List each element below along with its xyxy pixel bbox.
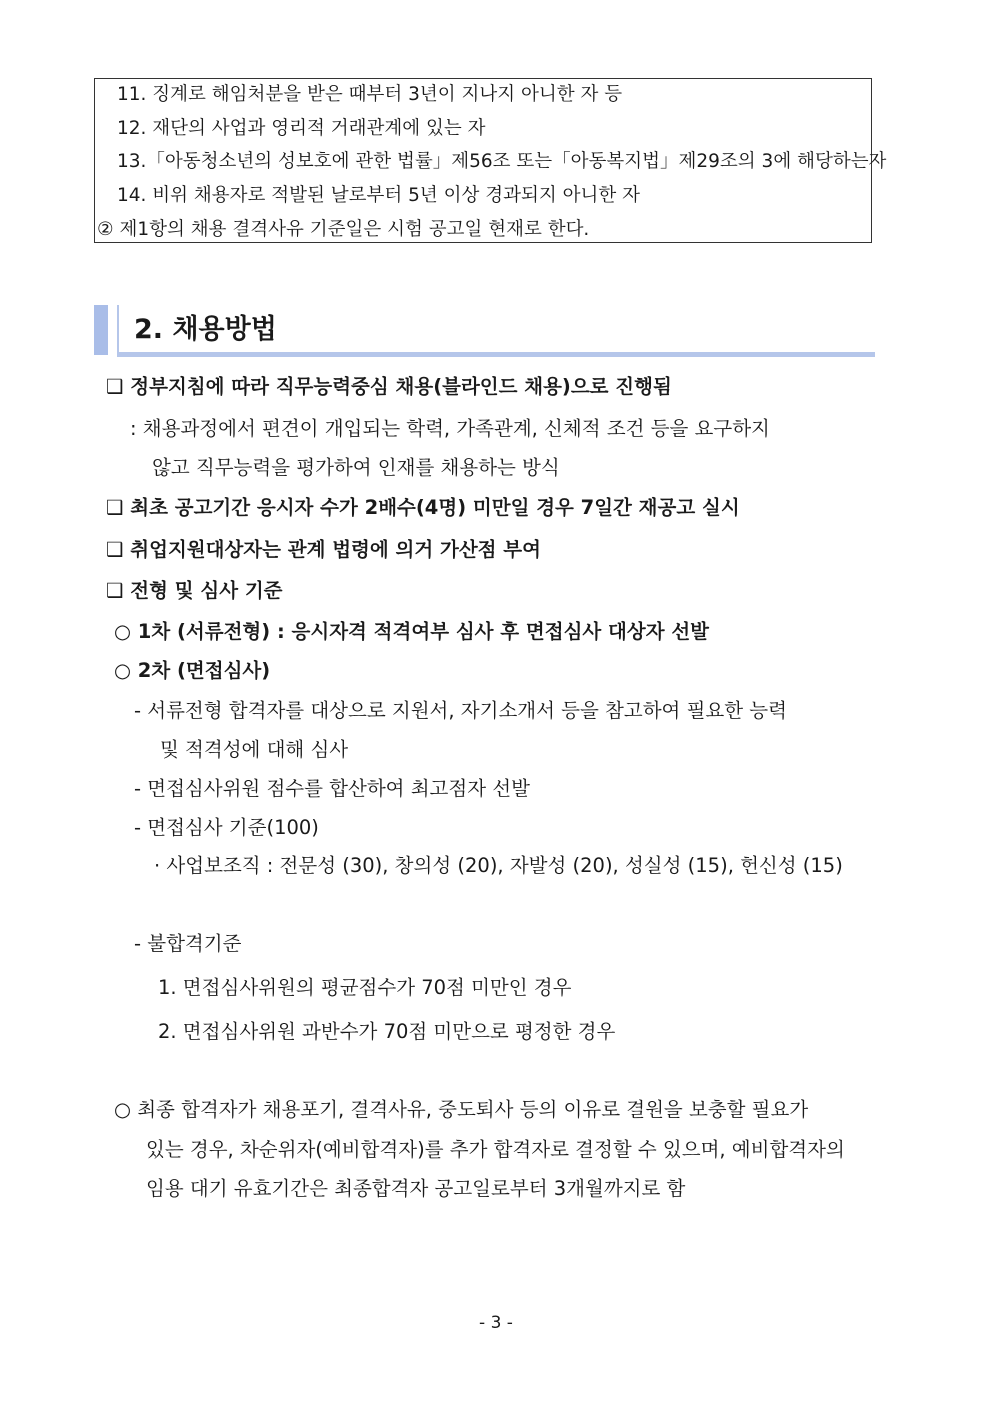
criteria-detail: · 사업보조직 : 전문성 (30), 창의성 (20), 자발성 (20), 성실성 (15), 헌신성 (15) [154, 854, 843, 877]
final-paragraph-line: 임용 대기 유효기간은 최종합격자 공고일로부터 3개월까지로 함 [146, 1177, 686, 1200]
stage-item: ○ 1차 (서류전형) : 응시자격 적격여부 심사 후 면접심사 대상자 선발 [114, 620, 710, 643]
heading-underline [117, 352, 875, 357]
list-item: 14. 비위 채용자로 적발된 날로부터 5년 이상 경과되지 아니한 자 [117, 185, 641, 206]
bullet-detail: 않고 직무능력을 평가하여 인재를 채용하는 방식 [152, 456, 560, 479]
fail-criteria-item: 1. 면접심사위원의 평균점수가 70점 미만인 경우 [158, 976, 572, 999]
final-paragraph-line: 있는 경우, 차순위자(예비합격자)를 추가 합격자로 결정할 수 있으며, 예비합격자의 [146, 1138, 845, 1161]
bullet-detail: : 채용과정에서 편견이 개입되는 학력, 가족관계, 신체적 조건 등을 요구하지 [130, 417, 770, 440]
final-paragraph-line: ○ 최종 합격자가 채용포기, 결격사유, 중도퇴사 등의 이유로 결원을 보충할 필요가 [114, 1098, 809, 1121]
stage-detail: - 면접심사 기준(100) [134, 816, 319, 839]
stage-detail: - 서류전형 합격자를 대상으로 지원서, 자기소개서 등을 참고하여 필요한 능력 [134, 699, 787, 722]
list-item: 12. 재단의 사업과 영리적 거래관계에 있는 자 [117, 118, 486, 139]
list-item: 11. 징계로 해임처분을 받은 때부터 3년이 지나지 아니한 자 등 [117, 84, 623, 105]
stage-detail: - 면접심사위원 점수를 합산하여 최고점자 선발 [134, 777, 530, 800]
fail-criteria-item: 2. 면접심사위원 과반수가 70점 미만으로 평정한 경우 [158, 1020, 616, 1043]
bullet-item: ❑ 전형 및 심사 기준 [106, 579, 283, 602]
bullet-item: ❑ 최초 공고기간 응시자 수가 2배수(4명) 미만일 경우 7일간 재공고 실시 [106, 496, 740, 519]
heading-divider [117, 305, 119, 357]
bullet-item: ❑ 정부지침에 따라 직무능력중심 채용(블라인드 채용)으로 진행됨 [106, 375, 672, 398]
bullet-item: ❑ 취업지원대상자는 관계 법령에 의거 가산점 부여 [106, 538, 541, 561]
heading-accent-bar [94, 305, 108, 355]
list-item: 13.「아동청소년의 성보호에 관한 법률」제56조 또는「아동복지법」제29조의 3에 해당하는자 [117, 151, 887, 172]
fail-criteria-title: - 불합격기준 [134, 932, 242, 955]
section-title: 2. 채용방법 [134, 314, 277, 345]
stage-detail: 및 적격성에 대해 심사 [160, 738, 349, 761]
paragraph: ② 제1항의 채용 결격사유 기준일은 시험 공고일 현재로 한다. [97, 219, 590, 240]
page-number: - 3 - [479, 1313, 513, 1333]
stage-item: ○ 2차 (면접심사) [114, 659, 271, 682]
disqualification-box [94, 78, 887, 243]
